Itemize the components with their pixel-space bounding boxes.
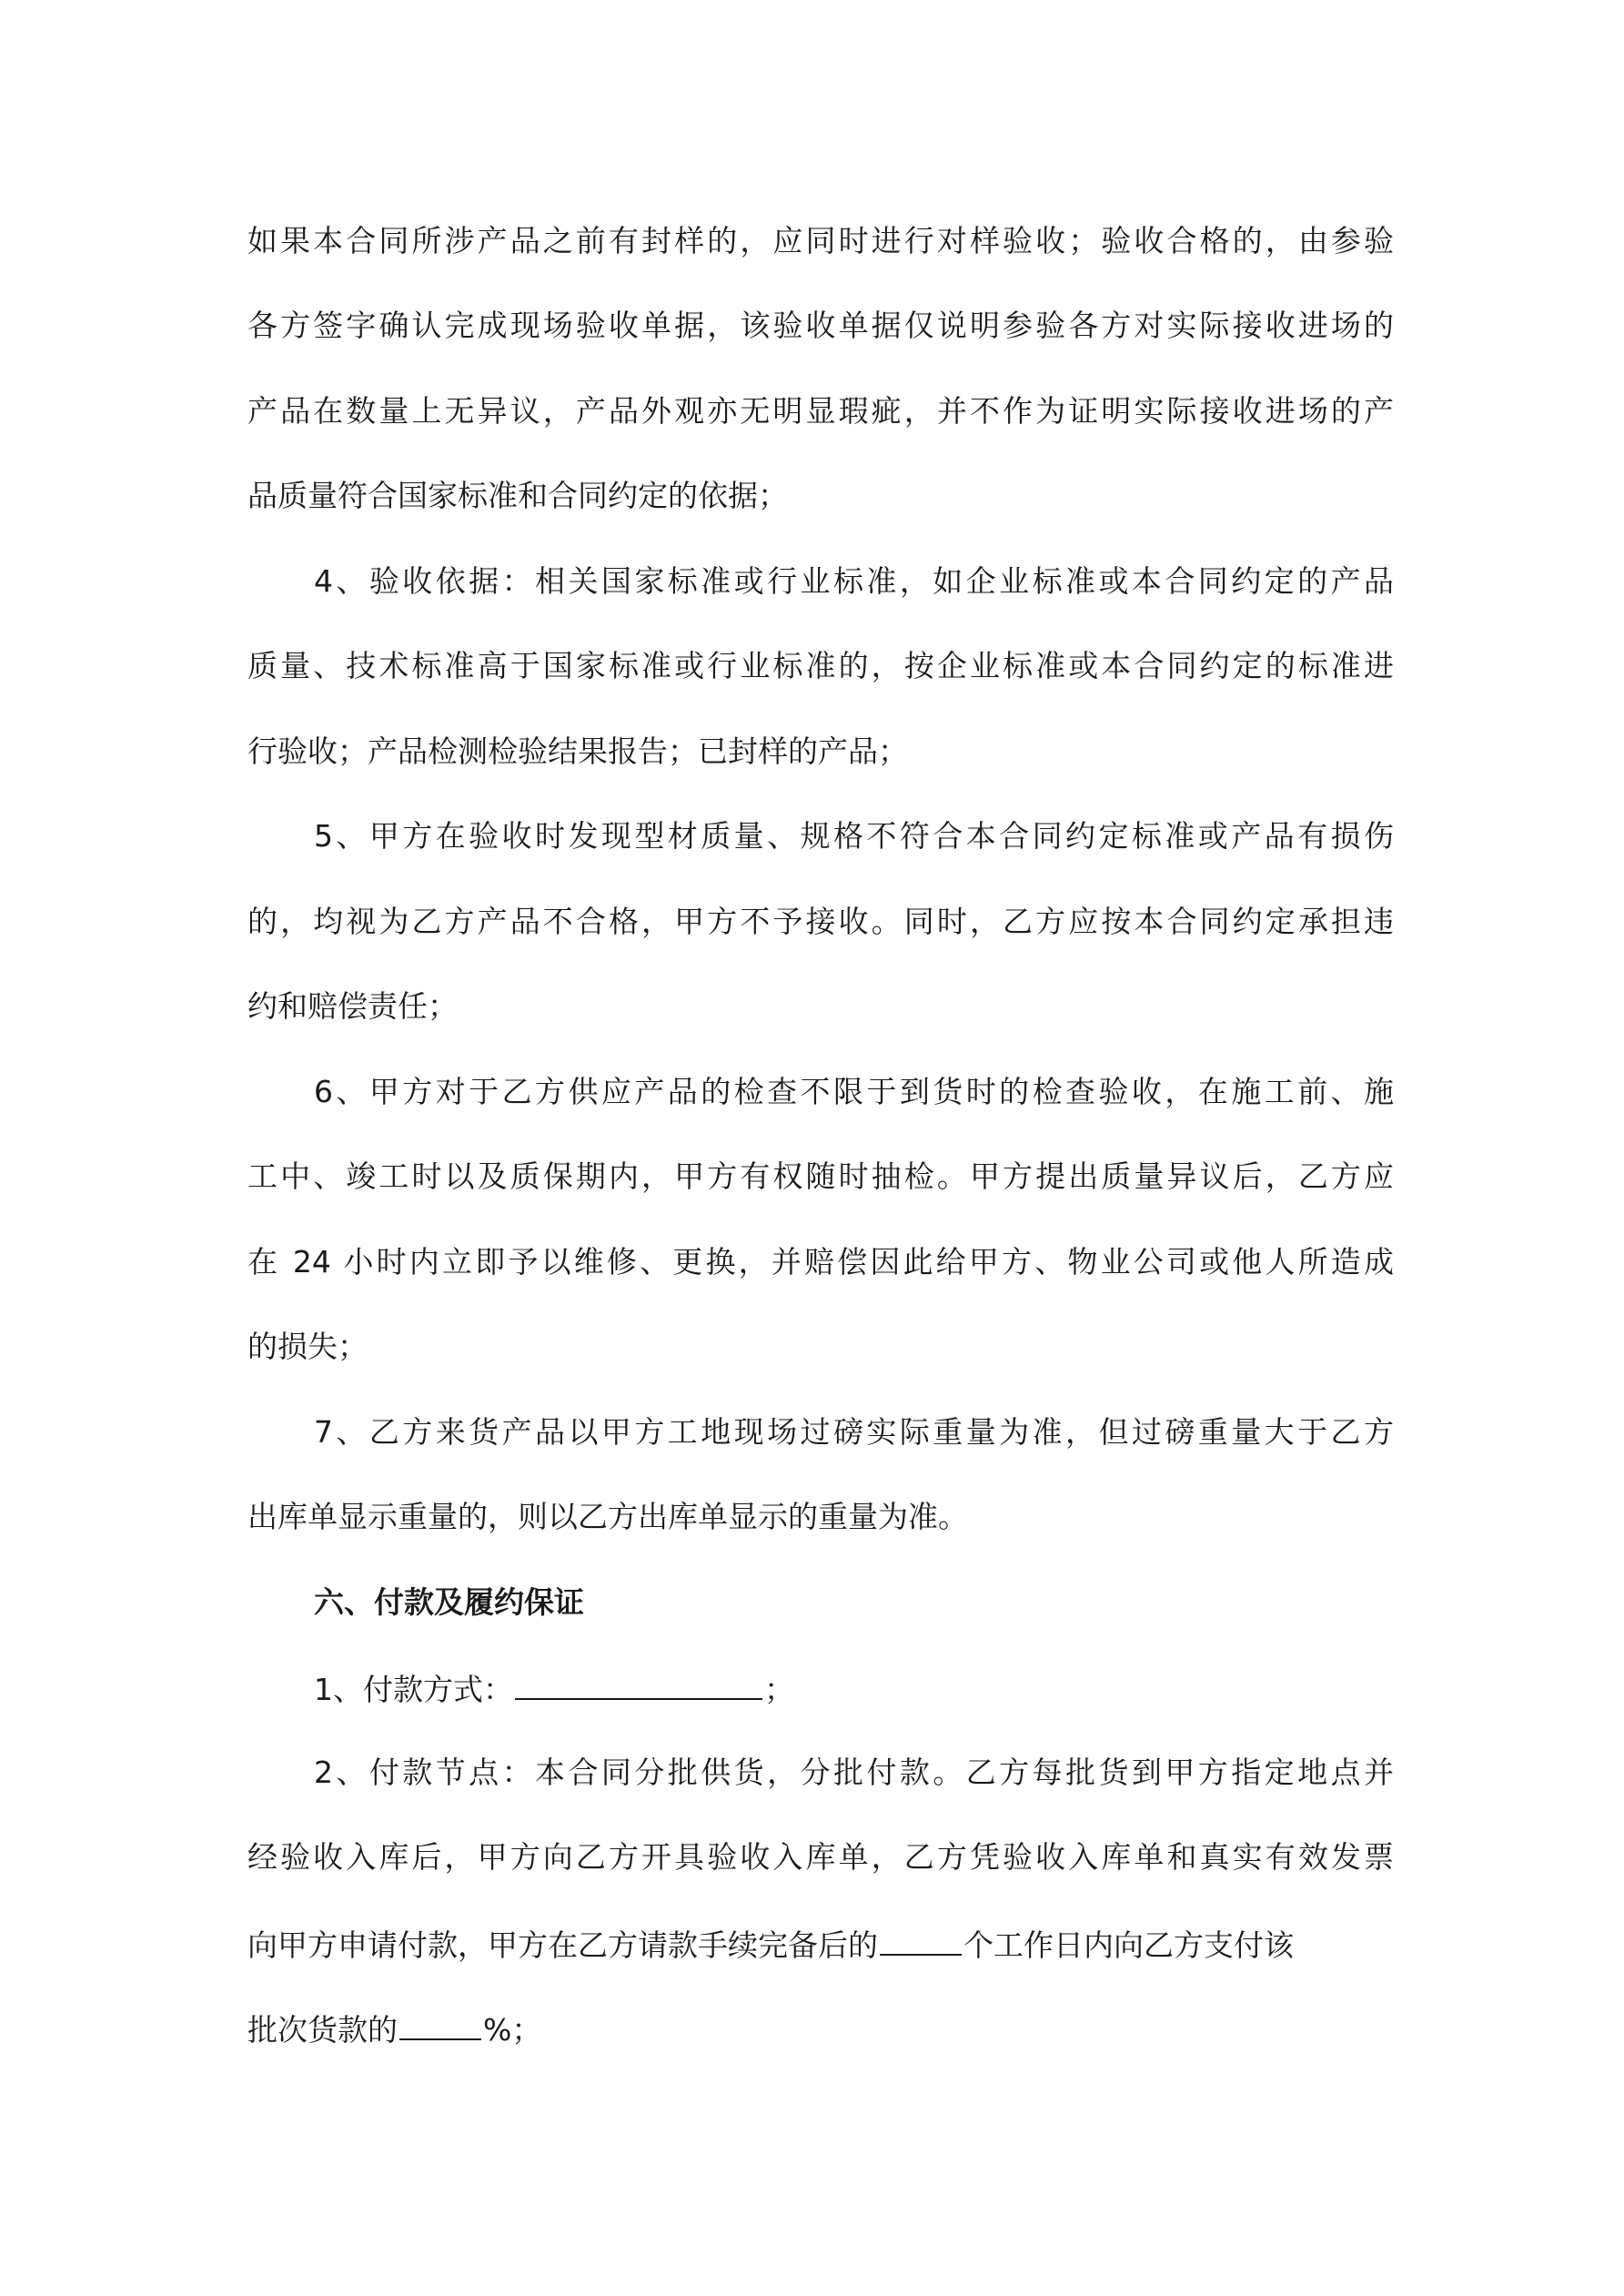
clause-7-line: 7、乙方来货产品以甲方工地现场过磅实际重量为准，但过磅重量大于乙方 bbox=[314, 1414, 1394, 1450]
payment-nodes-line: 2、付款节点：本合同分批供货，分批付款。乙方每批货到甲方指定地点并 bbox=[314, 1755, 1394, 1790]
payment-days-line bbox=[247, 1923, 1394, 1966]
paragraph-line: 各方签字确认完成现场验收单据，该验收单据仅说明参验各方对实际接收进场的 bbox=[247, 308, 1394, 343]
payment-method-line bbox=[314, 1667, 1394, 1710]
paragraph-line: 经验收入库后，甲方向乙方开具验收入库单，乙方凭验收入库单和真实有效发票 bbox=[247, 1839, 1394, 1875]
paragraph-line: 出库单显示重量的，则以乙方出库单显示的重量为准。 bbox=[247, 1499, 968, 1534]
clause-4-line: 4、验收依据：相关国家标准或行业标准，如企业标准或本合同约定的产品 bbox=[314, 563, 1394, 599]
paragraph-line: 如果本合同所涉产品之前有封样的，应同时进行对样验收；验收合格的，由参验 bbox=[247, 223, 1394, 258]
payment-method-blank[interactable] bbox=[515, 1667, 762, 1700]
paragraph-line: 工中、竣工时以及质保期内，甲方有权随时抽检。甲方提出质量异议后，乙方应 bbox=[247, 1158, 1394, 1194]
payment-percent-suffix: %； bbox=[483, 2012, 542, 2048]
paragraph-line: 约和赔偿责任； bbox=[247, 988, 458, 1024]
paragraph-line: 质量、技术标准高于国家标准或行业标准的，按企业标准或本合同约定的标准进 bbox=[247, 648, 1394, 683]
payment-days-text-after: 个工作日内向乙方支付该 bbox=[963, 1927, 1294, 1963]
paragraph-line: 品质量符合国家标准和合同约定的依据； bbox=[247, 478, 788, 513]
paragraph-line: 在 24 小时内立即予以维修、更换，并赔偿因此给甲方、物业公司或他人所造成 bbox=[247, 1244, 1394, 1279]
paragraph-line: 产品在数量上无异议，产品外观亦无明显瑕疵，并不作为证明实际接收进场的产 bbox=[247, 393, 1394, 429]
payment-days-text: 向甲方申请付款，甲方在乙方请款手续完备后的 bbox=[247, 1927, 878, 1963]
paragraph-line: 行验收；产品检测检验结果报告；已封样的产品； bbox=[247, 733, 908, 769]
paragraph-line: 的损失； bbox=[247, 1329, 368, 1364]
section-heading: 六、付款及履约保证 bbox=[314, 1584, 584, 1620]
clause-6-line: 6、甲方对于乙方供应产品的检查不限于到货时的检查验收，在施工前、施 bbox=[314, 1074, 1394, 1109]
payment-percent-line bbox=[247, 2008, 1394, 2050]
clause-5-line: 5、甲方在验收时发现型材质量、规格不符合本合同约定标准或产品有损伤 bbox=[314, 818, 1394, 854]
payment-method-label: 1、付款方式： bbox=[314, 1672, 513, 1707]
percent-blank[interactable] bbox=[399, 2008, 481, 2040]
payment-method-suffix: ； bbox=[764, 1672, 794, 1707]
working-days-blank[interactable] bbox=[880, 1923, 962, 1956]
paragraph-line: 的，均视为乙方产品不合格，甲方不予接收。同时，乙方应按本合同约定承担违 bbox=[247, 904, 1394, 939]
payment-percent-text: 批次货款的 bbox=[247, 2012, 398, 2048]
